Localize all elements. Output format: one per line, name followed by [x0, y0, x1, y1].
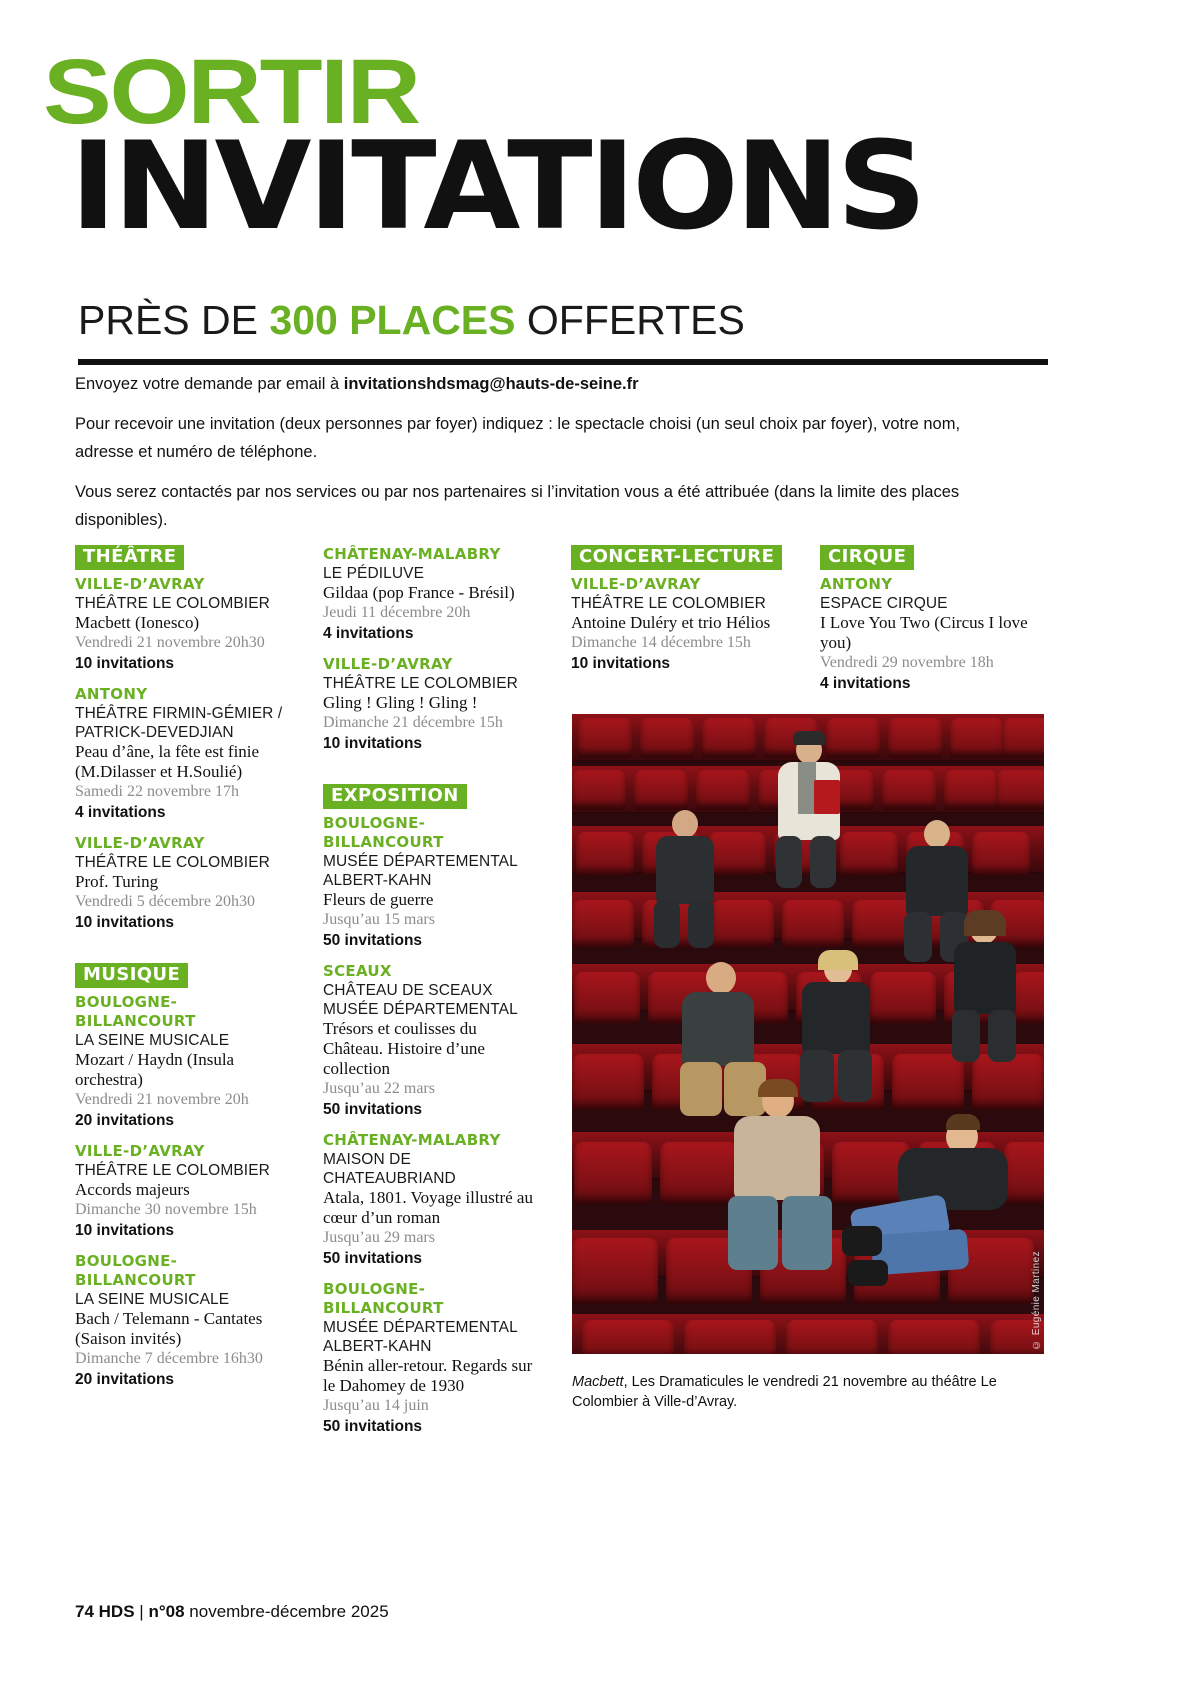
entry-invitations: 4 invitations: [323, 625, 414, 642]
category-label: THÉÂTRE: [75, 545, 184, 570]
entry-work: Trésors et coulisses du Château. Histoire d’une collection: [323, 1019, 485, 1078]
entry-work: Macbett (Ionesco): [75, 613, 200, 632]
entry-venue: MUSÉE DÉPARTEMENTAL ALBERT-KAHN: [323, 853, 518, 889]
entry-work: Bénin aller-retour. Regards sur le Dahomey de 1930: [323, 1356, 533, 1395]
entry-date: Jusqu’au 22 mars: [323, 1080, 435, 1097]
entry-work: Antoine Duléry et trio Hélios: [571, 613, 771, 632]
entry-work: Accords majeurs: [75, 1180, 190, 1199]
photo-figure: [716, 1084, 846, 1274]
entry-invitations: 10 invitations: [323, 735, 423, 752]
category-label: EXPOSITION: [323, 784, 467, 809]
list-item[interactable]: [323, 814, 538, 951]
list-item[interactable]: [75, 993, 287, 1131]
entry-date: Vendredi 21 novembre 20h30: [75, 634, 265, 651]
category-theatre: [75, 545, 287, 933]
entry-invitations: 10 invitations: [75, 1222, 175, 1239]
entry-city: BOULOGNE-BILLANCOURT: [323, 814, 444, 851]
entry-venue: LA SEINE MUSICALE: [75, 1032, 230, 1049]
list-item[interactable]: [323, 545, 538, 644]
subtitle-lead: PRÈS DE: [78, 297, 270, 343]
entry-date: Samedi 22 novembre 17h: [75, 783, 239, 800]
intro-paragraph-2: Pour recevoir une invitation (deux personnes par foyer) indiquez : le spectacle choisi (un seul choix par foyer), votre nom, adresse et numéro de téléphone.: [75, 415, 961, 461]
entry-city: VILLE-D’AVRAY: [75, 575, 205, 593]
entry-invitations: 50 invitations: [323, 932, 423, 949]
entry-work: Gling ! Gling ! Gling !: [323, 693, 478, 712]
photo-figure: [944, 914, 1032, 1064]
list-item[interactable]: [820, 575, 1045, 694]
entry-work: Bach / Telemann - Cantates (Saison invités): [75, 1309, 263, 1348]
entry-date: Jusqu’au 15 mars: [323, 911, 435, 928]
listing-column-2: [323, 545, 538, 1453]
entry-work: Mozart / Haydn (Insula orchestra): [75, 1050, 235, 1089]
list-item[interactable]: [75, 575, 287, 674]
entry-invitations: 50 invitations: [323, 1250, 423, 1267]
entry-date: Dimanche 21 décembre 15h: [323, 714, 503, 731]
footer-separator: |: [139, 1602, 144, 1621]
intro-line-email: [75, 370, 975, 398]
entry-work: Atala, 1801. Voyage illustré au cœur d’un roman: [323, 1188, 533, 1227]
category-cirque: [820, 545, 1045, 694]
entry-venue: LE PÉDILUVE: [323, 565, 425, 582]
entry-venue: THÉÂTRE LE COLOMBIER: [323, 675, 518, 692]
list-item[interactable]: [323, 962, 538, 1120]
entry-invitations: 20 invitations: [75, 1112, 175, 1129]
list-item[interactable]: [75, 834, 287, 933]
category-label: CONCERT-LECTURE: [571, 545, 782, 570]
entry-work: I Love You Two (Circus I love you): [820, 613, 1028, 652]
entry-date: Vendredi 29 novembre 18h: [820, 654, 994, 671]
entry-venue: THÉÂTRE FIRMIN-GÉMIER / PATRICK-DEVEDJIAN: [75, 705, 283, 741]
category-concert-lecture: [571, 545, 791, 674]
entry-date: Dimanche 30 novembre 15h: [75, 1201, 257, 1218]
entry-date: Dimanche 7 décembre 16h30: [75, 1350, 263, 1367]
category-label: MUSIQUE: [75, 963, 188, 988]
list-item[interactable]: [75, 1142, 287, 1241]
issue-date: novembre-décembre 2025: [189, 1602, 389, 1621]
entry-city: VILLE-D’AVRAY: [75, 1142, 205, 1160]
entry-city: BOULOGNE-BILLANCOURT: [75, 1252, 196, 1289]
entry-work: Gildaa (pop France - Brésil): [323, 583, 515, 602]
entry-date: Jusqu’au 14 juin: [323, 1397, 429, 1414]
brand-name: HDS: [98, 1602, 135, 1621]
listing-column-4: [820, 545, 1045, 710]
photo-figure: [842, 1114, 1042, 1284]
category-label: CIRQUE: [820, 545, 914, 570]
intro-block: [75, 370, 975, 546]
entry-venue: THÉÂTRE LE COLOMBIER: [75, 595, 270, 612]
list-item[interactable]: [75, 685, 287, 823]
entry-invitations: 10 invitations: [75, 914, 175, 931]
entry-work: Prof. Turing: [75, 872, 159, 891]
kicker-sortir: SORTIR: [43, 41, 419, 143]
page-title: INVITATIONS: [70, 117, 924, 257]
entry-city: SCEAUX: [323, 962, 392, 980]
list-item[interactable]: [323, 1280, 538, 1437]
photo-figure: [788, 954, 892, 1104]
entry-invitations: 20 invitations: [75, 1371, 175, 1388]
entry-date: Dimanche 14 décembre 15h: [571, 634, 751, 651]
list-item[interactable]: [75, 1252, 287, 1390]
listing-column-3: [571, 545, 791, 690]
article-photo: [572, 714, 1044, 1354]
subtitle-tail: OFFERTES: [515, 297, 745, 343]
entry-city: CHÂTENAY-MALABRY: [323, 545, 501, 563]
entry-venue: MAISON DE CHATEAUBRIAND: [323, 1151, 456, 1187]
entry-city: ANTONY: [820, 575, 893, 593]
caption-title: Macbett: [572, 1374, 624, 1390]
page-number: 74: [75, 1602, 94, 1621]
page-footer: [75, 1602, 389, 1622]
entry-venue: THÉÂTRE LE COLOMBIER: [75, 854, 270, 871]
entry-venue: THÉÂTRE LE COLOMBIER: [75, 1162, 270, 1179]
entry-date: Vendredi 5 décembre 20h30: [75, 893, 255, 910]
category-exposition: [323, 784, 538, 1437]
photo-figure: [762, 736, 854, 886]
entry-city: VILLE-D’AVRAY: [323, 655, 453, 673]
category-theatre-continued: [323, 545, 538, 754]
entry-invitations: 4 invitations: [820, 675, 911, 692]
entry-date: Jeudi 11 décembre 20h: [323, 604, 471, 621]
issue-number: n°08: [148, 1602, 185, 1621]
photo-figure: [644, 810, 728, 950]
entry-invitations: 50 invitations: [323, 1101, 423, 1118]
header-divider: [78, 359, 1048, 365]
listing-column-1: [75, 545, 287, 1406]
entry-invitations: 50 invitations: [323, 1418, 423, 1435]
entry-invitations: 10 invitations: [571, 655, 671, 672]
entry-city: VILLE-D’AVRAY: [75, 834, 205, 852]
list-item[interactable]: [571, 575, 791, 674]
photo-caption: [572, 1372, 1050, 1412]
entry-venue: THÉÂTRE LE COLOMBIER: [571, 595, 766, 612]
entry-work: Fleurs de guerre: [323, 890, 434, 909]
intro-paragraph-3: Vous serez contactés par nos services ou par nos partenaires si l’invitation vous a été attribuée (dans la limite des places disponibles).: [75, 483, 960, 529]
contact-email[interactable]: invitationshdsmag@hauts-de-seine.fr: [343, 375, 639, 393]
entry-city: BOULOGNE-BILLANCOURT: [75, 993, 196, 1030]
entry-work: Peau d’âne, la fête est finie (M.Dilasser et H.Soulié): [75, 742, 260, 781]
list-item[interactable]: [323, 655, 538, 754]
caption-text: , Les Dramaticules le vendredi 21 novembre au théâtre Le Colombier à Ville-d’Avray.: [572, 1374, 997, 1410]
list-item[interactable]: [323, 1131, 538, 1269]
entry-venue: LA SEINE MUSICALE: [75, 1291, 230, 1308]
entry-venue: ESPACE CIRQUE: [820, 595, 948, 612]
entry-date: Vendredi 21 novembre 20h: [75, 1091, 249, 1108]
entry-date: Jusqu’au 29 mars: [323, 1229, 435, 1246]
category-musique: [75, 963, 287, 1390]
entry-city: BOULOGNE-BILLANCOURT: [323, 1280, 444, 1317]
entry-city: VILLE-D’AVRAY: [571, 575, 701, 593]
entry-city: CHÂTENAY-MALABRY: [323, 1131, 501, 1149]
subtitle-highlight: 300 PLACES: [269, 297, 516, 343]
intro-email-prefix: Envoyez votre demande par email à: [75, 375, 344, 393]
entry-venue: MUSÉE DÉPARTEMENTAL ALBERT-KAHN: [323, 1319, 518, 1355]
entry-invitations: 10 invitations: [75, 655, 175, 672]
entry-venue: CHÂTEAU DE SCEAUX MUSÉE DÉPARTEMENTAL: [323, 982, 518, 1018]
subtitle: [78, 297, 745, 344]
photo-credit: © Eugénie Martinez: [1031, 1251, 1042, 1350]
entry-invitations: 4 invitations: [75, 804, 166, 821]
entry-city: ANTONY: [75, 685, 148, 703]
